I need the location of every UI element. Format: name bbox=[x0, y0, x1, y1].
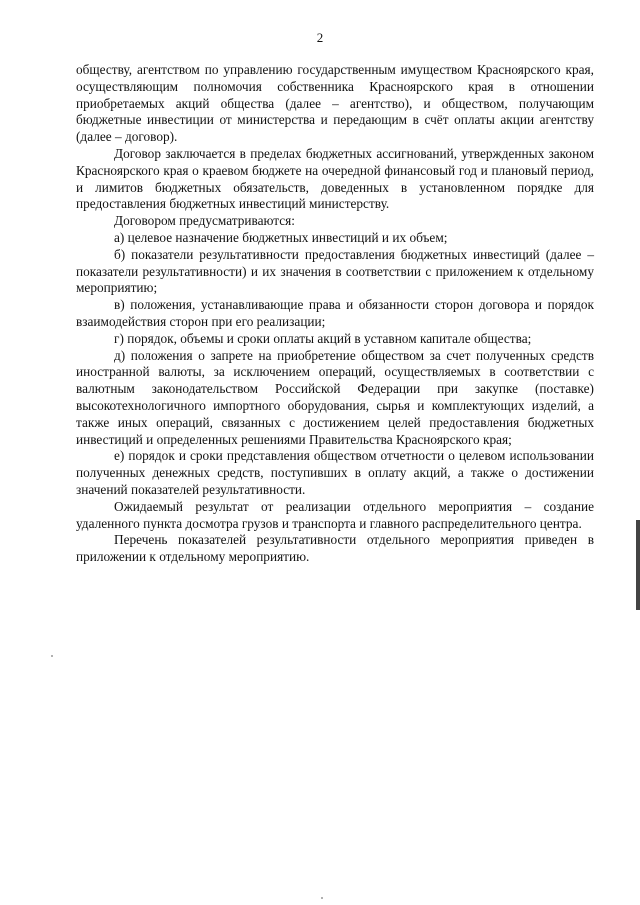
list-item-e: е) порядок и сроки представления обществом отчетности о целевом использовании полученных денежных средств, поступивших в оплату акций, а также о достижении значений показателей результативности. bbox=[76, 448, 594, 497]
paragraph-contract-provides: Договором предусматриваются: bbox=[114, 213, 295, 229]
list-item-a: а) целевое назначение бюджетных инвестиций и их объем; bbox=[114, 229, 448, 245]
paragraph-contract-limits: Договор заключается в пределах бюджетных ассигнований, утвержденных законом Красноярского края о краевом бюджете на очередной финансовый год и плановый период, и лимитов бюджетных обязательств, доведенных в установленном порядке для предоставления бюджетных инвестиций министерству. bbox=[76, 145, 594, 212]
list-item-d: д) положения о запрете на приобретение обществом за счет полученных средств иностранной валюты, за исключением операций, осуществляемых в соответствии с валютным законодательством Российской Федерации при закупке (поставке) высокотехнологичного импортного оборудования, сырья и комплектующих изделий, а также иных операций, связанных с достижением целей предоставления бюджетных инвестиций и определенных решениями Правительства Красноярского края; bbox=[76, 347, 594, 447]
document-body bbox=[76, 62, 594, 566]
scan-speck bbox=[321, 897, 323, 899]
list-item-b: б) показатели результативности предоставления бюджетных инвестиций (далее – показатели результативности) и их значения в соответствии с приложением к отдельному мероприятию; bbox=[76, 246, 594, 296]
list-item-v: в) положения, устанавливающие права и обязанности сторон договора и порядок взаимодействия сторон при его реализации; bbox=[76, 297, 594, 329]
scan-edge-mark bbox=[636, 520, 640, 610]
list-item-g: г) порядок, объемы и сроки оплаты акций в уставном капитале общества; bbox=[114, 330, 532, 346]
scan-speck bbox=[51, 655, 53, 657]
paragraph-indicators-list: Перечень показателей результативности отдельного мероприятия приведен в приложении к отдельному мероприятию. bbox=[76, 532, 594, 565]
paragraph-parties: обществу, агентством по управлению государственным имуществом Красноярского края, осуществляющим полномочия собственника Красноярского края в отношении приобретаемых акций общества (далее – агентство), и обществом, получающим бюджетные инвестиции от министерства и передающим в счёт оплаты акции агентству (далее – договор). bbox=[76, 62, 594, 145]
page-number: 2 bbox=[316, 30, 324, 45]
paragraph-expected-result: Ожидаемый результат от реализации отдельного мероприятия – создание удаленного пункта досмотра грузов и транспорта и главного распределительного центра. bbox=[76, 498, 594, 531]
